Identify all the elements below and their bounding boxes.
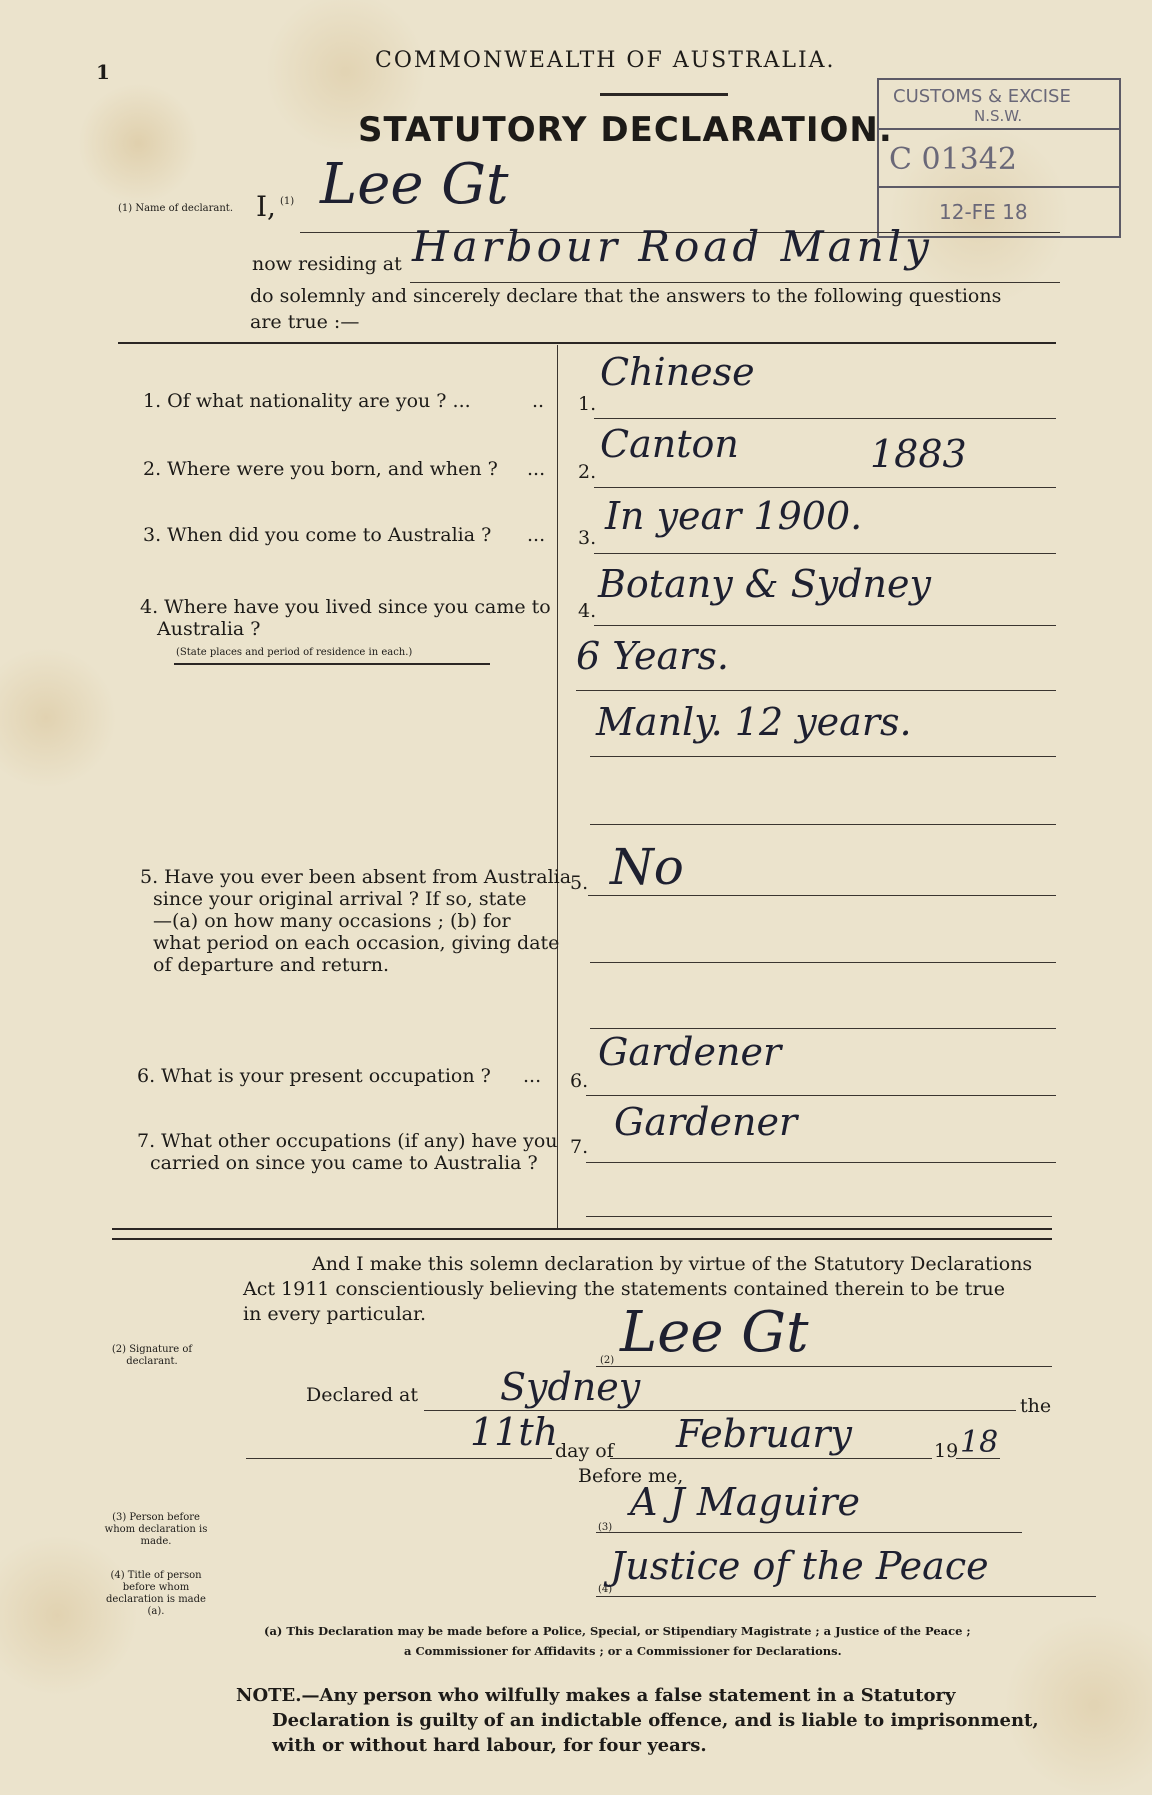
answer-7-line-2 [586,1216,1052,1217]
question-7-line-1: 7. What other occupations (if any) have you [137,1130,558,1152]
witness-line [596,1532,1022,1533]
solemn-line-2: Act 1911 conscientiously believing the statements contained therein to be true [243,1278,1006,1300]
before-me-label: Before me, [578,1465,684,1487]
answer-4-num: 4. [578,600,597,622]
answer-4-line-4 [590,824,1056,825]
note-line-1: NOTE.—Any person who wilfully makes a false statement in a Statutory [236,1685,956,1706]
declared-day: 11th [470,1410,559,1454]
day-line [246,1458,552,1459]
answer-6-line [586,1095,1056,1096]
question-5-line-4: what period on each occasion, giving date [153,932,560,954]
stamp-divider-2 [879,186,1119,188]
form-title: STATUTORY DECLARATION. [358,110,893,150]
signature-ref: (2) [600,1355,615,1366]
customs-stamp [877,78,1121,238]
question-4-note-rule [174,663,490,665]
solemn-line-3: in every particular. [243,1303,427,1325]
declared-month: February [676,1412,853,1456]
month-line [610,1458,932,1459]
question-3-dots: ... [527,524,546,546]
name-ref: (1) [280,196,295,207]
answer-3-num: 3. [578,527,597,549]
declare-text-1: do solemnly and sincerely declare that the answers to the following questions [250,285,1002,307]
stamp-divider [879,128,1119,130]
year-line [956,1458,1000,1459]
answer-1: Chinese [600,350,755,394]
commonwealth-heading: COMMONWEALTH OF AUSTRALIA. [375,48,836,73]
answer-7-num: 7. [570,1136,589,1158]
footnote-line-1: (a) This Declaration may be made before a Police, Special, or Stipendiary Magistrate ; a Justice of the Peace ; [264,1624,971,1638]
witness-title: Justice of the Peace [610,1544,989,1588]
witness-ref: (3) [598,1522,613,1533]
answer-5-line-3 [590,1028,1056,1029]
question-5-line-1: 5. Have you ever been absent from Australia [140,866,572,888]
witness-title-ref: (4) [598,1584,613,1595]
question-5-line-3: —(a) on how many occasions ; (b) for [153,910,511,932]
year-prefix: 19 [934,1440,959,1462]
declare-text-2: are true :— [250,311,360,333]
answer-6: Gardener [598,1030,782,1074]
answer-4-later: Manly. 12 years. [596,700,912,744]
declared-at-label: Declared at [306,1384,419,1406]
signature-line [596,1366,1052,1367]
question-4-line-2: Australia ? [157,618,261,640]
question-3: 3. When did you come to Australia ? [143,524,492,546]
answer-3: In year 1900. [605,494,863,538]
answer-1-num: 1. [578,393,597,415]
answer-1-line [594,418,1056,419]
stamp-line-2: N.S.W. [974,107,1023,125]
address-line [410,282,1060,283]
note-line-2: Declaration is guilty of an indictable offence, and is liable to imprisonment, [272,1710,1039,1731]
solemn-line-1 [312,1253,1032,1275]
witness-name: A J Maguire [630,1480,861,1524]
answer-2-year: 1883 [870,432,967,476]
question-7-line-2: carried on since you came to Australia ? [150,1152,538,1174]
table-bottom-rule-2 [112,1238,1052,1240]
question-6: 6. What is your present occupation ? [137,1065,491,1087]
declarant-intro: I, [256,190,276,223]
answer-4-line-2 [576,690,1056,691]
answer-5-line [588,895,1056,896]
question-2-dots: ... [527,458,546,480]
stamp-date: 12-FE 18 [939,200,1028,224]
answer-4-period: 6 Years. [576,634,729,678]
declared-place: Sydney [500,1365,641,1409]
footnote-line-2: a Commissioner for Affidavits ; or a Commissioner for Declarations. [404,1644,842,1658]
question-5-line-5: of departure and return. [153,954,390,976]
answer-2-line [594,487,1056,488]
answer-5-num: 5. [570,872,589,894]
declarant-name: Lee Gt [320,152,509,217]
answer-2-num: 2. [578,461,597,483]
declared-the: the [1020,1395,1052,1417]
witness-title-line [596,1596,1096,1597]
answer-6-num: 6. [570,1070,589,1092]
solemn-text-1: And I make this solemn declaration by virtue of the Statutory Declarations [312,1253,1033,1275]
answer-2: Canton [600,422,739,466]
corner-mark: 1 [96,60,110,84]
stamp-line-1: CUSTOMS & EXCISE [893,86,1071,107]
witness-caption: (3) Person before whom declaration is made. [104,1512,208,1547]
question-1: 1. Of what nationality are you ? ... [143,390,471,412]
declared-year: 18 [960,1425,999,1460]
answer-7: Gardener [614,1100,798,1144]
answer-4-line [594,625,1056,626]
residing-label: now residing at [252,253,402,275]
question-2: 2. Where were you born, and when ? [143,458,498,480]
declarant-signature: Lee Gt [620,1300,809,1365]
stamp-number: C 01342 [889,142,1017,177]
name-caption: (1) Name of declarant. [118,203,233,214]
answer-4-line-3 [590,756,1056,757]
table-bottom-rule [112,1228,1052,1230]
table-top-rule [118,342,1056,344]
question-1-dots: .. [532,390,545,412]
residing-address: Harbour Road Manly [412,222,933,271]
answer-3-line [594,553,1056,554]
question-6-dots: ... [523,1065,542,1087]
answer-4: Botany & Sydney [598,562,931,606]
answer-7-line [586,1162,1056,1163]
witness-title-caption: (4) Title of person before whom declaration is made (a). [106,1570,206,1617]
heading-rule [600,93,728,96]
signature-caption: (2) Signature of declarant. [111,1344,193,1367]
note-line-3: with or without hard labour, for four years. [272,1735,707,1756]
day-of-label: day of [555,1440,614,1462]
question-5-line-2: since your original arrival ? If so, state [153,888,527,910]
table-divider [557,345,558,1229]
answer-5: No [610,838,684,896]
answer-5-line-2 [590,962,1056,963]
question-4-note: (State places and period of residence in each.) [176,647,413,658]
question-4-line-1: 4. Where have you lived since you came to [140,596,551,618]
